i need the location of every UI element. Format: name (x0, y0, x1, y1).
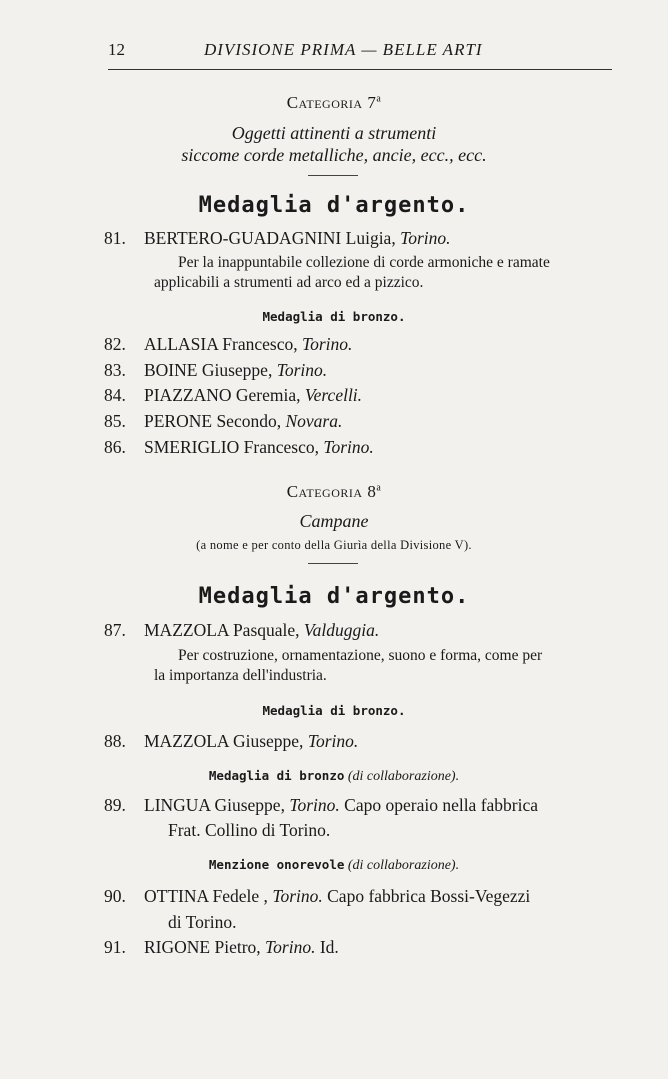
entry-surname: MAZZOLA (144, 620, 229, 640)
collab-note: (di collaborazione). (347, 769, 460, 784)
entry-firstname: Giuseppe, (214, 795, 285, 815)
entry-place: Vercelli. (304, 385, 363, 405)
entry-surname: ALLASIA (144, 334, 218, 354)
page-header (108, 40, 613, 62)
medal-bronze-collab-heading (0, 768, 668, 785)
category-number: 7 (367, 93, 377, 112)
entry-firstname: Luigia, (345, 228, 396, 248)
entry-place: Torino. (301, 334, 353, 354)
medal-bronze-label: Medaglia di bronzo (208, 768, 345, 783)
entry-firstname: Geremia, (235, 385, 301, 405)
short-divider (308, 175, 358, 176)
menzione-label: Menzione onorevole (208, 857, 345, 872)
category-8-note: (a nome e per conto della Giurìa della Divisione V). (196, 538, 472, 552)
medal-bronze-heading: Medaglia di bronzo. (262, 309, 406, 324)
entry-82 (104, 334, 352, 355)
entry-81 (104, 228, 451, 249)
entry-place: Torino. (265, 937, 316, 957)
entry-extra: Capo operaio nella fabbrica (344, 795, 539, 815)
collab-note: (di collaborazione). (347, 858, 460, 873)
entry-firstname: Fedele , (212, 886, 268, 906)
entry-firstname: Giuseppe, (232, 731, 304, 751)
entry-88 (104, 731, 358, 752)
entry-surname: OTTINA (144, 886, 209, 906)
category-label: Categoria (286, 93, 363, 112)
medal-silver-heading: Medaglia d'argento. (198, 193, 470, 218)
category-7-line-2: siccome corde metalliche, ancie, ecc., ecc. (181, 145, 487, 165)
category-7-line-1: Oggetti attinenti a strumenti (231, 123, 437, 143)
entry-place: Torino. (289, 795, 340, 815)
entry-85 (104, 411, 342, 432)
menzione-heading (0, 857, 668, 874)
entry-place: Novara. (285, 411, 343, 431)
entry-surname: PIAZZANO (144, 385, 232, 405)
entry-number: 87. (104, 620, 126, 640)
category-7-heading (0, 93, 668, 113)
entry-firstname: Pasquale, (232, 620, 300, 640)
entry-number: 86. (104, 437, 126, 457)
entry-90 (104, 886, 530, 907)
category-8-heading (0, 482, 668, 502)
entry-place: Torino. (400, 228, 451, 248)
page-number: 12 (108, 40, 125, 59)
entry-surname: BOINE (144, 360, 198, 380)
entry-surname: BERTERO-GUADAGNINI (144, 228, 342, 248)
entry-surname: PERONE (144, 411, 213, 431)
category-sup: a (376, 93, 382, 105)
medal-bronze-heading: Medaglia di bronzo. (262, 703, 406, 718)
entry-87-desc-2: la importanza dell'industria. (154, 667, 327, 684)
entry-number: 90. (104, 886, 126, 906)
entry-81-desc-2: applicabili a strumenti ad arco ed a pizzico. (154, 274, 424, 291)
entry-surname: LINGUA (144, 795, 211, 815)
entry-place: Torino. (323, 437, 374, 457)
category-sup: a (376, 482, 382, 494)
entry-number: 88. (104, 731, 126, 751)
entry-firstname: Pietro, (214, 937, 261, 957)
entry-89-continuation: Frat. Collino di Torino. (168, 820, 331, 840)
entry-place: Torino. (272, 886, 323, 906)
entry-83 (104, 360, 327, 381)
running-title: DIVISIONE PRIMA — BELLE ARTI (204, 40, 483, 59)
entry-number: 89. (104, 795, 126, 815)
entry-number: 91. (104, 937, 126, 957)
entry-surname: SMERIGLIO (144, 437, 240, 457)
entry-firstname: Giuseppe, (201, 360, 273, 380)
entry-extra: Id. (319, 937, 339, 957)
entry-91 (104, 937, 339, 958)
entry-number: 85. (104, 411, 126, 431)
entry-86 (104, 437, 374, 458)
entry-number: 81. (104, 228, 126, 248)
entry-place: Torino. (276, 360, 328, 380)
entry-81-desc-1: Per la inappuntabile collezione di corde armoniche e ramate (178, 254, 550, 271)
entry-90-continuation: di Torino. (168, 912, 237, 932)
entry-place: Valduggia. (303, 620, 380, 640)
entry-number: 84. (104, 385, 126, 405)
entry-84 (104, 385, 362, 406)
entry-surname: RIGONE (144, 937, 211, 957)
category-8-title: Campane (299, 511, 369, 531)
entry-surname: MAZZOLA (144, 731, 229, 751)
entry-firstname: Francesco, (243, 437, 319, 457)
category-label: Categoria (286, 482, 363, 501)
entry-87-desc-1: Per costruzione, ornamentazione, suono e forma, come per (178, 647, 543, 664)
entry-89 (104, 795, 538, 816)
header-rule (108, 69, 612, 70)
entry-extra: Capo fabbrica Bossi-Vegezzi (327, 886, 531, 906)
entry-firstname: Secondo, (216, 411, 282, 431)
entry-firstname: Francesco, (222, 334, 298, 354)
entry-number: 82. (104, 334, 126, 354)
entry-87 (104, 620, 379, 641)
short-divider (308, 563, 358, 564)
entry-number: 83. (104, 360, 126, 380)
medal-silver-heading: Medaglia d'argento. (198, 584, 470, 609)
entry-place: Torino. (307, 731, 359, 751)
category-number: 8 (367, 482, 377, 501)
